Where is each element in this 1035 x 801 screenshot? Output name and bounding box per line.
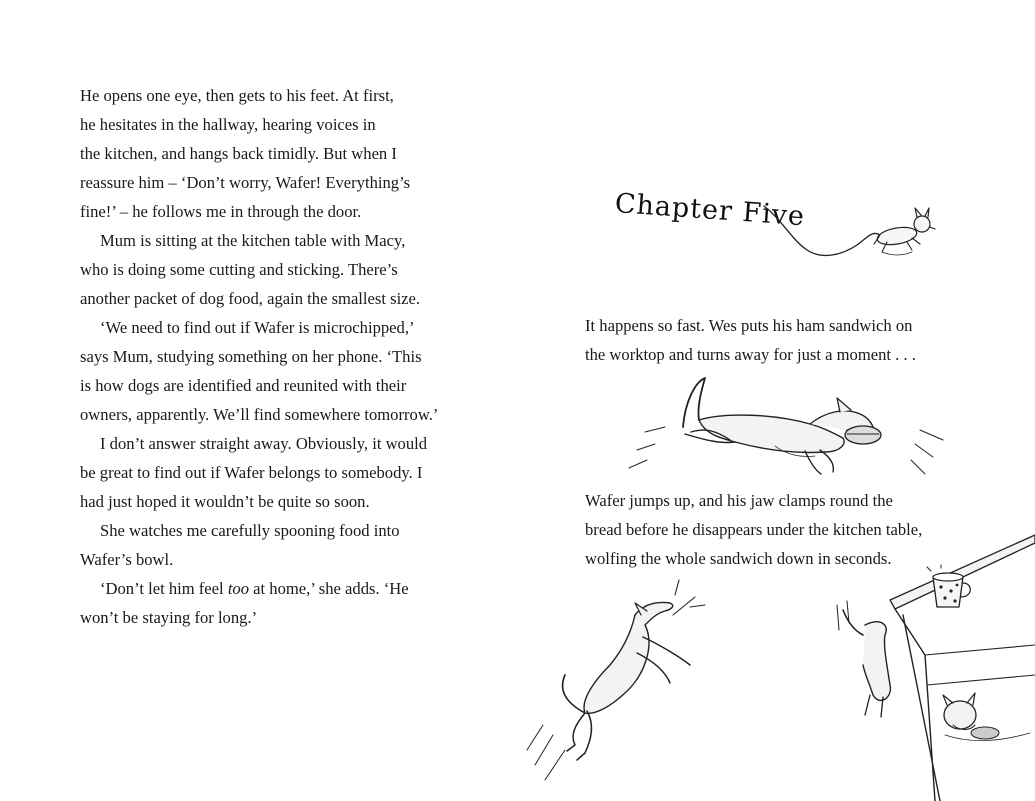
left-page xyxy=(0,0,517,801)
text-line: It happens so fast. Wes puts his ham sandwich on xyxy=(585,316,913,335)
dog-jumping-up-illustration xyxy=(525,575,735,795)
text-line: the kitchen, and hangs back timidly. But when I xyxy=(80,144,397,163)
text-line: had just hoped it wouldn’t be quite so soon. xyxy=(80,492,370,511)
small-running-dog-illustration xyxy=(762,200,962,270)
text-line: who is doing some cutting and sticking. There’s xyxy=(80,260,398,279)
chapter-title: Chapter Five xyxy=(613,188,806,233)
text-line: ‘We need to find out if Wafer is microchipped,’ xyxy=(100,318,415,337)
text-line: fine!’ – he follows me in through the door. xyxy=(80,202,362,221)
text-line: he hesitates in the hallway, hearing voices in xyxy=(80,115,376,134)
text-line: be great to find out if Wafer belongs to somebody. I xyxy=(80,463,423,482)
text-line: Wafer’s bowl. xyxy=(80,550,174,569)
text-line: reassure him – ‘Don’t worry, Wafer! Everything’s xyxy=(80,173,411,192)
text-line: Wafer jumps up, and his jaw clamps round the xyxy=(585,491,893,510)
text-line: is how dogs are identified and reunited with their xyxy=(80,376,407,395)
text-line: another packet of dog food, again the smallest size. xyxy=(80,289,421,308)
text-line: I don’t answer straight away. Obviously, it would xyxy=(100,434,428,453)
text-segment: ‘Don’t let him feel xyxy=(100,579,228,598)
dog-leaping-with-sandwich-illustration xyxy=(625,372,945,487)
spotted-mug-illustration xyxy=(927,565,977,615)
text-line: the worktop and turns away for just a moment . . . xyxy=(585,345,916,364)
text-line: says Mum, studying something on her phone. ‘This xyxy=(80,347,422,366)
text-line xyxy=(80,574,409,603)
right-page xyxy=(517,0,1035,801)
text-line: She watches me carefully spooning food into xyxy=(100,521,400,540)
text-line: won’t be staying for long.’ xyxy=(80,608,258,627)
text-line: wolfing the whole sandwich down in seconds. xyxy=(585,549,892,568)
text-line: owners, apparently. We’ll find somewhere tomorrow.’ xyxy=(80,405,439,424)
text-segment: at home,’ she adds. ‘He xyxy=(249,579,409,598)
text-line: He opens one eye, then gets to his feet. At first, xyxy=(80,86,394,105)
text-line: bread before he disappears under the kitchen table, xyxy=(585,520,923,539)
emphasis-text: too xyxy=(227,579,250,598)
text-line: Mum is sitting at the kitchen table with Macy, xyxy=(100,231,406,250)
